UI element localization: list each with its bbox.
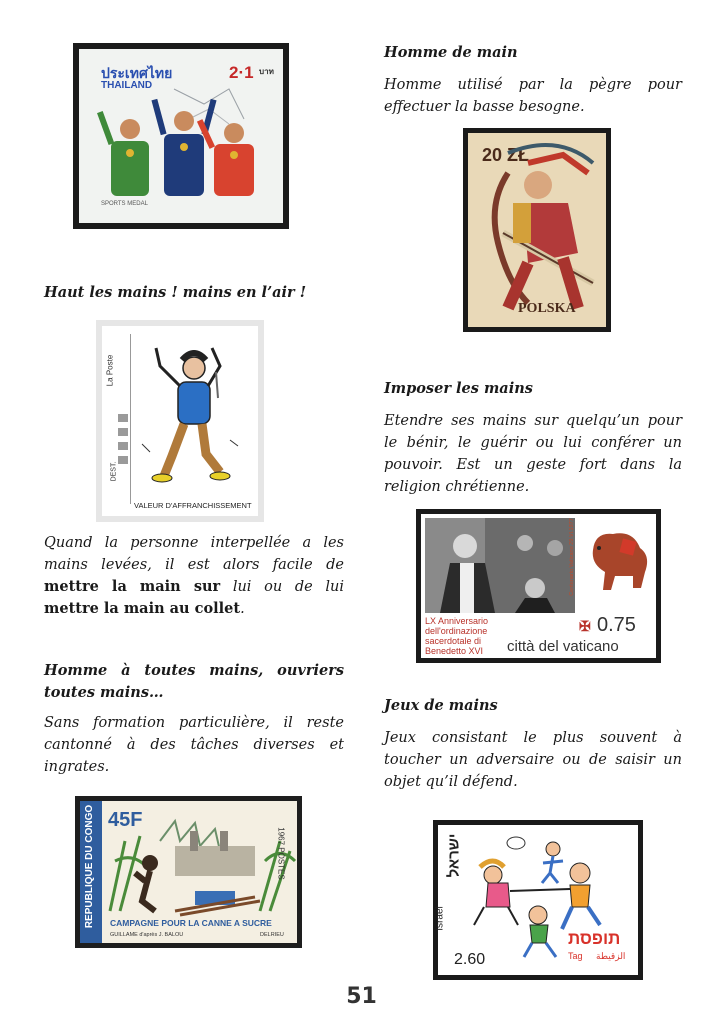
stamp-polska (463, 128, 611, 332)
congo-credit-right-label: DELRIEU (260, 932, 284, 938)
stamp-vaticano (416, 509, 661, 663)
heading-haut-les-mains: Haut les mains ! mains en l’air ! (44, 284, 307, 301)
congo-country-label: REPUBLIQUE DU CONGO (84, 804, 96, 929)
paragraph-interpellee (44, 532, 344, 620)
thailand-country-label: ประเทศไทย (101, 65, 173, 81)
congo-caption-label: CAMPAGNE POUR LA CANNE A SUCRE (110, 918, 272, 928)
vaticano-line1-label: LX Anniversario (425, 616, 489, 626)
poste-cartoon-man-illustration (102, 326, 258, 516)
vaticano-line2-label: dell'ordinazione (425, 626, 488, 636)
heading-jeux-de-mains: Jeux de mains (384, 697, 498, 714)
thailand-bottom-label: SPORTS MEDAL (101, 201, 148, 207)
interpellee-text-1: Quand la personne interpellée a les mains levées, il est alors facile de (44, 535, 344, 573)
congo-credit-left-label: GUILLAME d'après J. BALOU (110, 932, 184, 938)
israel-word-ar-label: الزقيطة (596, 951, 626, 961)
heading-homme-toutes-mains: Homme à toutes mains, ouvriers toutes mains… (44, 662, 344, 701)
israel-word-latin-label: Tag (568, 951, 583, 961)
interpellee-text-3: . (240, 601, 245, 617)
poste-dest-label: DEST. (110, 461, 118, 482)
interpellee-text-2: lui ou de lui (220, 579, 344, 595)
stamp-la-poste (96, 320, 264, 522)
vaticano-side-label: Centenario Vaticano 29.VI.1977 (568, 518, 575, 596)
israel-country-he-label: ישראל (445, 833, 463, 878)
vaticano-value-label: 0.75 (597, 614, 636, 636)
paragraph-homme-toutes-mains: Sans formation particulière, il reste cantonné à des tâches diverses et ingrates. (44, 715, 344, 775)
congo-value-label: 45F (108, 809, 143, 831)
bear-icon (585, 520, 655, 595)
vaticano-country-label: città del vaticano (507, 638, 619, 655)
poste-side-label: La Poste (105, 354, 115, 387)
vaticano-line3-label: sacerdotale di (425, 636, 482, 646)
crossed-keys-icon: ✠ (579, 618, 591, 634)
interpellee-bold-2: mettre la main au collet (44, 600, 241, 617)
stamp-congo (75, 796, 302, 948)
paragraph-homme-de-main: Homme utilisé par la pègre pour effectuer la basse besogne. (384, 77, 682, 115)
thailand-value-label: 2·1 (229, 63, 254, 82)
heading-homme-de-main: Homme de main (384, 44, 518, 61)
poste-caption-label: VALEUR D'AFFRANCHISSEMENT (134, 501, 252, 510)
paragraph-imposer-les-mains: Etendre ses mains sur quelqu’un pour le bénir, le guérir ou lui conférer un pouvoir. Est un geste fort dans la religion chrétienne. (384, 413, 682, 495)
thailand-unit-label: บาท (259, 67, 274, 76)
paragraph-jeux-de-mains: Jeux consistant le plus souvent à toucher un adversaire ou de saisir un objet qu’il défend. (384, 730, 682, 790)
thailand-athletes-illustration (79, 49, 283, 223)
israel-value-label: 2.60 (454, 951, 486, 968)
israel-country-latin-label: Israel (434, 906, 446, 931)
israel-word-he-label: תופסת (568, 929, 621, 948)
thailand-country-latin-label: THAILAND (101, 80, 153, 91)
heading-imposer-les-mains: Imposer les mains (384, 380, 533, 397)
vaticano-photo (425, 518, 575, 613)
stamp-israel (433, 820, 643, 980)
stamp-thailand (73, 43, 289, 229)
polska-musician-illustration (468, 133, 606, 327)
polska-value-label: 20 ZŁ (482, 145, 530, 165)
page-number: 51 (346, 984, 377, 1009)
congo-year-label: 1967 POSTES (276, 827, 286, 880)
vaticano-line4-label: Benedetto XVI (425, 646, 484, 656)
interpellee-bold-1: mettre la main sur (44, 578, 221, 595)
polska-country-label: POLSKA (518, 301, 576, 316)
